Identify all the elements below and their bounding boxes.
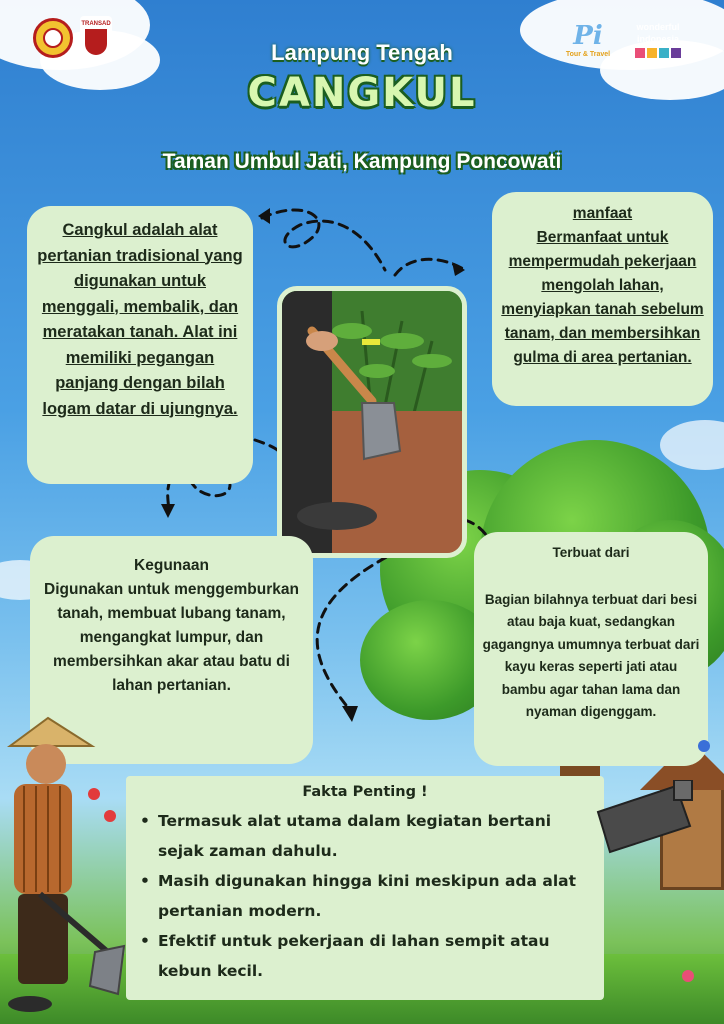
transad-label: TRANSAD [81,21,111,27]
location-label: Taman Umbul Jati, Kampung Poncowati [162,150,562,173]
facts-item: • Efektif untuk pekerjaan di lahan sempit atau kebun kecil. [136,926,594,986]
hoe-photo [277,286,467,558]
material-card [474,532,708,766]
facts-item: • Termasuk alat utama dalam kegiatan bertani sejak zaman dahulu. [136,806,594,866]
usage-title: Kegunaan [134,557,209,574]
benefit-text: Bermanfaat untuk mempermudah pekerjaan mengolah lahan, menyiapkan tanah sebelum tanam, dan membersihkan gulma di area pertanian. [501,229,704,366]
flower [88,788,100,800]
material-text: Bagian bilahnya terbuat dari besi atau baja kuat, sedangkan gagangnya umumnya terbuat dari kayu keras seperti jati atau bambu agar tahan lama dan nyaman digenggam. [482,591,700,719]
facts-list [136,806,594,986]
flower [104,810,116,822]
benefit-card [492,192,713,406]
facts-title: Fakta Penting ! [302,784,428,800]
benefit-title: manfaat [572,205,633,222]
farmer-illustration [0,714,140,1024]
flower [698,740,710,752]
tour-travel-label: Tour & Travel [565,50,611,58]
description-card [27,206,253,484]
material-title: Terbuat dari [552,545,630,560]
usage-text: Digunakan untuk menggemburkan tanah, membuat lubang tanam, mengangkat lumpur, dan membersihkan akar atau batu di lahan pertanian. [44,581,299,694]
facts-card [126,776,604,1000]
region-subtitle: Lampung Tengah [271,40,453,65]
tour-travel-mark: Pi [573,20,603,51]
flower [682,970,694,982]
hoe-head-illustration [590,780,700,860]
facts-item: • Masih digunakan hingga kini meskipun ada alat pertanian modern. [136,866,594,926]
wonderful-indonesia-label: wonderful indonesia [636,21,680,44]
description-text: Cangkul adalah alat pertanian tradisional yang digunakan untuk menggali, membalik, dan meratakan tanah. Alat ini memiliki pegangan panjang dengan bilah logam datar di ujungnya. [37,221,243,418]
page-title: CANGKUL [247,70,477,116]
hoe-photo-illustration [282,291,462,553]
